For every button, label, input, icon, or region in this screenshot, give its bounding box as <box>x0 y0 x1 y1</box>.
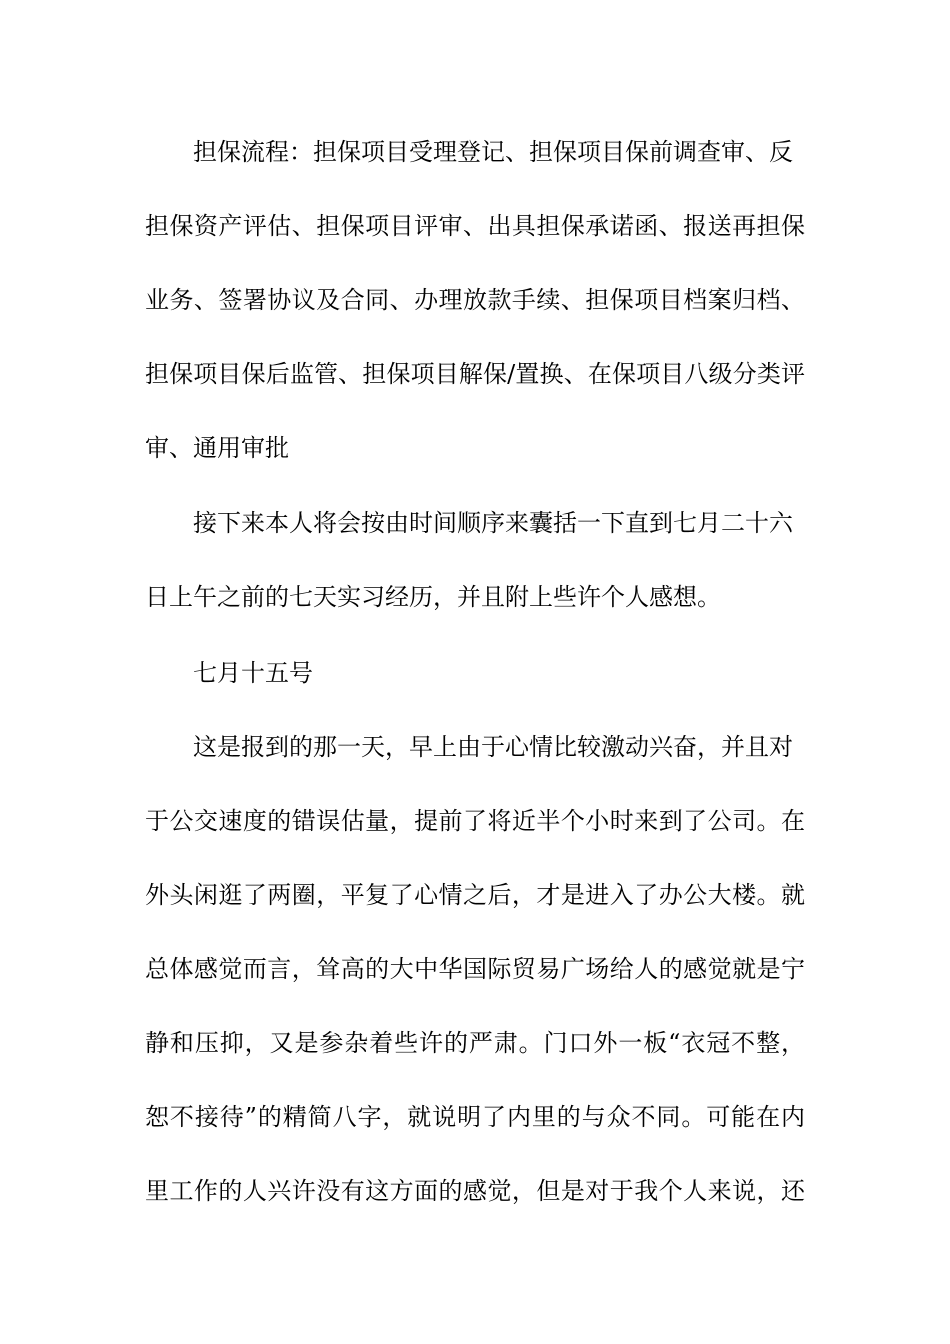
text-line <box>0 356 950 392</box>
text-line-content: 恕不接待”的精简八字，就说明了内里的与众不同。可能在内 <box>145 1103 805 1131</box>
text-line-content: 担保资产评估、担保项目评审、出具担保承诺函、报送再担保 <box>145 212 805 240</box>
text-line <box>0 430 950 466</box>
text-line-content: 总体感觉而言，耸高的大中华国际贸易广场给人的感觉就是宁 <box>145 955 805 983</box>
text-line <box>0 877 950 913</box>
date-heading-text: 七月十五号 <box>193 659 313 687</box>
text-line-content: 里工作的人兴许没有这方面的感觉，但是对于我个人来说，还 <box>145 1177 805 1205</box>
text-line <box>0 579 950 615</box>
text-line <box>0 134 950 170</box>
text-line-content: 审、通用审批 <box>145 434 289 462</box>
text-line-content: 接下来本人将会按由时间顺序来囊括一下直到七月二十六 <box>193 509 793 537</box>
text-line-content: 担保项目保后监管、担保项目解保/置换、在保项目八级分类评 <box>145 360 805 388</box>
text-line-content: 这是报到的那一天，早上由于心情比较激动兴奋，并且对 <box>193 733 793 761</box>
text-line <box>0 951 950 987</box>
text-line <box>0 1173 950 1209</box>
text-line <box>0 1025 950 1061</box>
text-line-content: 静和压抑，又是参杂着些许的严肃。门口外一板“衣冠不整， <box>145 1029 805 1057</box>
text-line-content: 担保流程：担保项目受理登记、担保项目保前调查审、反 <box>193 138 793 166</box>
text-line-content: 于公交速度的错误估量，提前了将近半个小时来到了公司。在 <box>145 807 805 835</box>
text-line <box>0 803 950 839</box>
text-line-content: 外头闲逛了两圈，平复了心情之后，才是进入了办公大楼。就 <box>145 881 805 909</box>
text-line <box>0 282 950 318</box>
text-line-content: 日上午之前的七天实习经历，并且附上些许个人感想。 <box>145 583 721 611</box>
text-line <box>0 1099 950 1135</box>
text-line <box>0 505 950 541</box>
text-line-content: 业务、签署协议及合同、办理放款手续、担保项目档案归档、 <box>145 286 805 314</box>
text-line <box>0 208 950 244</box>
text-line <box>0 729 950 765</box>
date-heading <box>0 655 950 691</box>
